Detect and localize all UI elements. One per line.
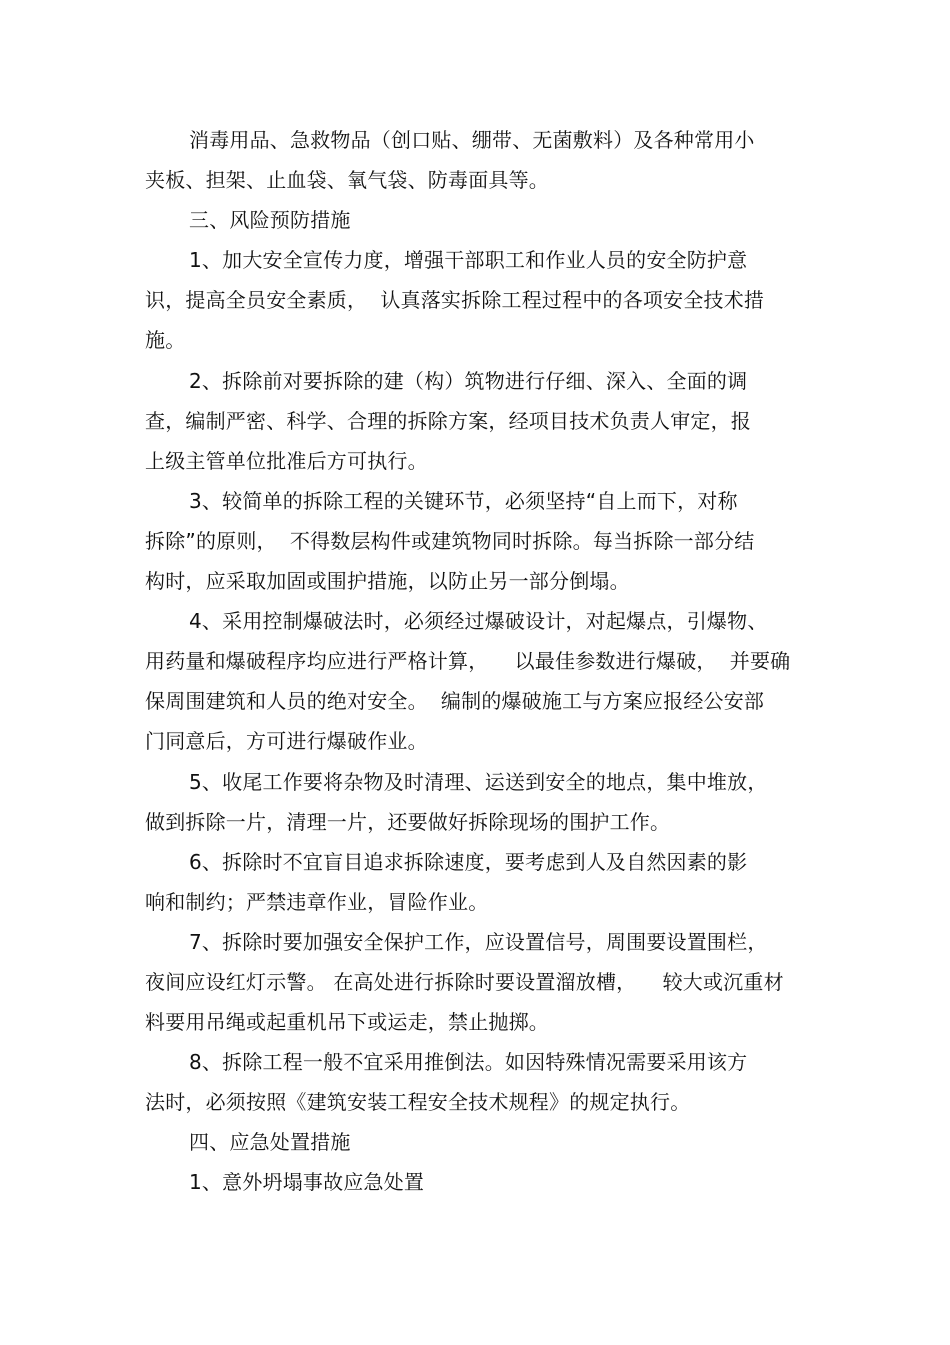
paragraph-1-line: 施。 xyxy=(145,328,186,352)
paragraph-1-line: 1、加大安全宣传力度，增强干部职工和作业人员的安全防护意 xyxy=(189,248,748,272)
subheading-collapse-response: 1、意外坍塌事故应急处置 xyxy=(189,1170,425,1194)
text-line-continuation: 夹板、担架、止血袋、氧气袋、防毒面具等。 xyxy=(145,168,549,192)
paragraph-4-line: 用药量和爆破程序均应进行严格计算， 以最佳参数进行爆破， 并要确 xyxy=(145,649,791,673)
paragraph-4-line: 保周围建筑和人员的绝对安全。 编制的爆破施工与方案应报经公安部 xyxy=(145,689,765,713)
paragraph-6-line: 6、拆除时不宜盲目追求拆除速度，要考虑到人及自然因素的影 xyxy=(189,850,748,874)
paragraph-6-line: 响和制约；严禁违章作业，冒险作业。 xyxy=(145,890,489,914)
paragraph-7-line: 7、拆除时要加强安全保护工作，应设置信号，周围要设置围栏， xyxy=(189,930,768,954)
paragraph-3-line: 构时，应采取加固或围护措施，以防止另一部分倒塌。 xyxy=(145,569,630,593)
paragraph-4-line: 4、采用控制爆破法时，必须经过爆破设计，对起爆点，引爆物、 xyxy=(189,609,768,633)
paragraph-4-line: 门同意后，方可进行爆破作业。 xyxy=(145,729,428,753)
paragraph-3-line: 3、较简单的拆除工程的关键环节，必须坚持“自上而下，对称 xyxy=(189,489,738,513)
paragraph-2-line: 上级主管单位批准后方可执行。 xyxy=(145,449,428,473)
paragraph-3-line: 拆除”的原则， 不得数层构件或建筑物同时拆除。每当拆除一部分结 xyxy=(145,529,755,553)
section-heading-emergency-response: 四、应急处置措施 xyxy=(189,1130,351,1154)
paragraph-7-line: 夜间应设红灯示警。 在高处进行拆除时要设置溜放槽， 较大或沉重材 xyxy=(145,970,784,994)
paragraph-8-line: 8、拆除工程一般不宜采用推倒法。如因特殊情况需要采用该方 xyxy=(189,1050,748,1074)
paragraph-5-line: 做到拆除一片，清理一片，还要做好拆除现场的围护工作。 xyxy=(145,810,671,834)
section-heading-risk-prevention: 三、风险预防措施 xyxy=(189,208,351,232)
paragraph-8-line: 法时，必须按照《建筑安装工程安全技术规程》的规定执行。 xyxy=(145,1090,691,1114)
text-line-continuation: 消毒用品、急救物品（创口贴、绷带、无菌敷料）及各种常用小 xyxy=(189,128,755,152)
paragraph-1-line: 识，提高全员安全素质， 认真落实拆除工程过程中的各项安全技术措 xyxy=(145,288,765,312)
paragraph-5-line: 5、收尾工作要将杂物及时清理、运送到安全的地点，集中堆放， xyxy=(189,770,768,794)
paragraph-2-line: 2、拆除前对要拆除的建（构）筑物进行仔细、深入、全面的调 xyxy=(189,369,748,393)
paragraph-7-line: 料要用吊绳或起重机吊下或运走，禁止抛掷。 xyxy=(145,1010,549,1034)
paragraph-2-line: 查，编制严密、科学、合理的拆除方案，经项目技术负责人审定，报 xyxy=(145,409,751,433)
